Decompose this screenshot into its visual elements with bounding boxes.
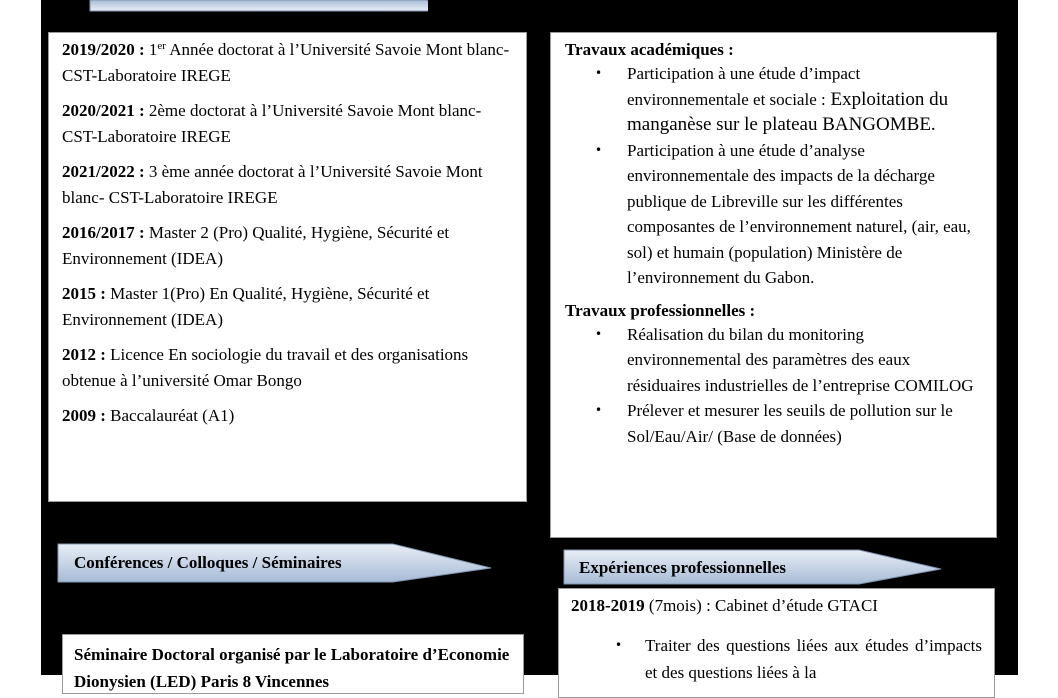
list-item: • Traiter des questions liées aux études d’impacts et des questions liées à la xyxy=(571,632,982,686)
conferences-section-header xyxy=(57,543,493,583)
education-entry: 2021/2022 : 3 ème année doctorat à l’Université Savoie Mont blanc- CST-Laboratoire IREGE xyxy=(62,162,483,207)
experience-line: 2018-2019 (7mois) : Cabinet d’étude GTACI xyxy=(571,596,878,615)
experience-panel xyxy=(558,588,995,698)
experience-list xyxy=(571,632,982,686)
conference-text: Séminaire Doctoral organisé par le Laboratoire d’Economie Dionysien (LED) Paris 8 Vincennes xyxy=(74,645,510,691)
education-entry: 2020/2021 : 2ème doctorat à l’Université Savoie Mont blanc- CST-Laboratoire IREGE xyxy=(62,101,482,146)
bullet-icon: • xyxy=(595,66,603,80)
bullet-icon: • xyxy=(615,638,623,652)
academic-list xyxy=(565,61,982,291)
education-panel xyxy=(48,32,527,502)
bullet-icon: • xyxy=(595,326,603,341)
professional-work-heading: Travaux professionnelles : xyxy=(565,300,756,320)
experiences-section-header xyxy=(563,549,943,585)
list-item: • Participation à une étude d’analyse environnementale des impacts de la décharge publique de Libreville sur les différentes composantes de l’environnement naturel, (air, eau, sol) et humain (population) Ministère de l’environnement du Gabon. xyxy=(565,138,982,291)
works-panel xyxy=(550,32,997,538)
list-item: • Participation à une étude d’impact environnementale et sociale : Exploitation du manganèse sur le plateau BANGOMBE. xyxy=(565,61,982,138)
bullet-icon: • xyxy=(595,403,603,417)
education-entry: 2012 : Licence En sociologie du travail et des organisations obtenue à l’université Omar Bongo xyxy=(62,345,469,390)
list-item: • Prélever et mesurer les seuils de pollution sur le Sol/Eau/Air/ (Base de données) xyxy=(565,398,982,449)
academic-heading: Travaux académiques : xyxy=(565,40,734,59)
conference-panel xyxy=(62,634,524,694)
top-section-arrow xyxy=(88,0,428,14)
conferences-heading: Conférences / Colloques / Séminaires xyxy=(74,553,342,572)
bullet-icon: • xyxy=(595,142,603,157)
education-entry: 2009 : Baccalauréat (A1) xyxy=(62,406,235,425)
professional-work-list xyxy=(565,322,982,450)
education-entry: 2019/2020 : 1er Année doctorat à l’Université Savoie Mont blanc- CST-Laboratoire IREGE xyxy=(62,40,510,85)
education-entry: 2015 : Master 1(Pro) En Qualité, Hygiène, Sécurité et Environnement (IDEA) xyxy=(62,284,430,329)
experiences-heading: Expériences professionnelles xyxy=(579,558,786,577)
list-item: • Réalisation du bilan du monitoring environnemental des paramètres des eaux résiduaires industrielles de l’entreprise COMILOG xyxy=(565,322,982,399)
education-entry: 2016/2017 : Master 2 (Pro) Qualité, Hygiène, Sécurité et Environnement (IDEA) xyxy=(62,223,450,268)
